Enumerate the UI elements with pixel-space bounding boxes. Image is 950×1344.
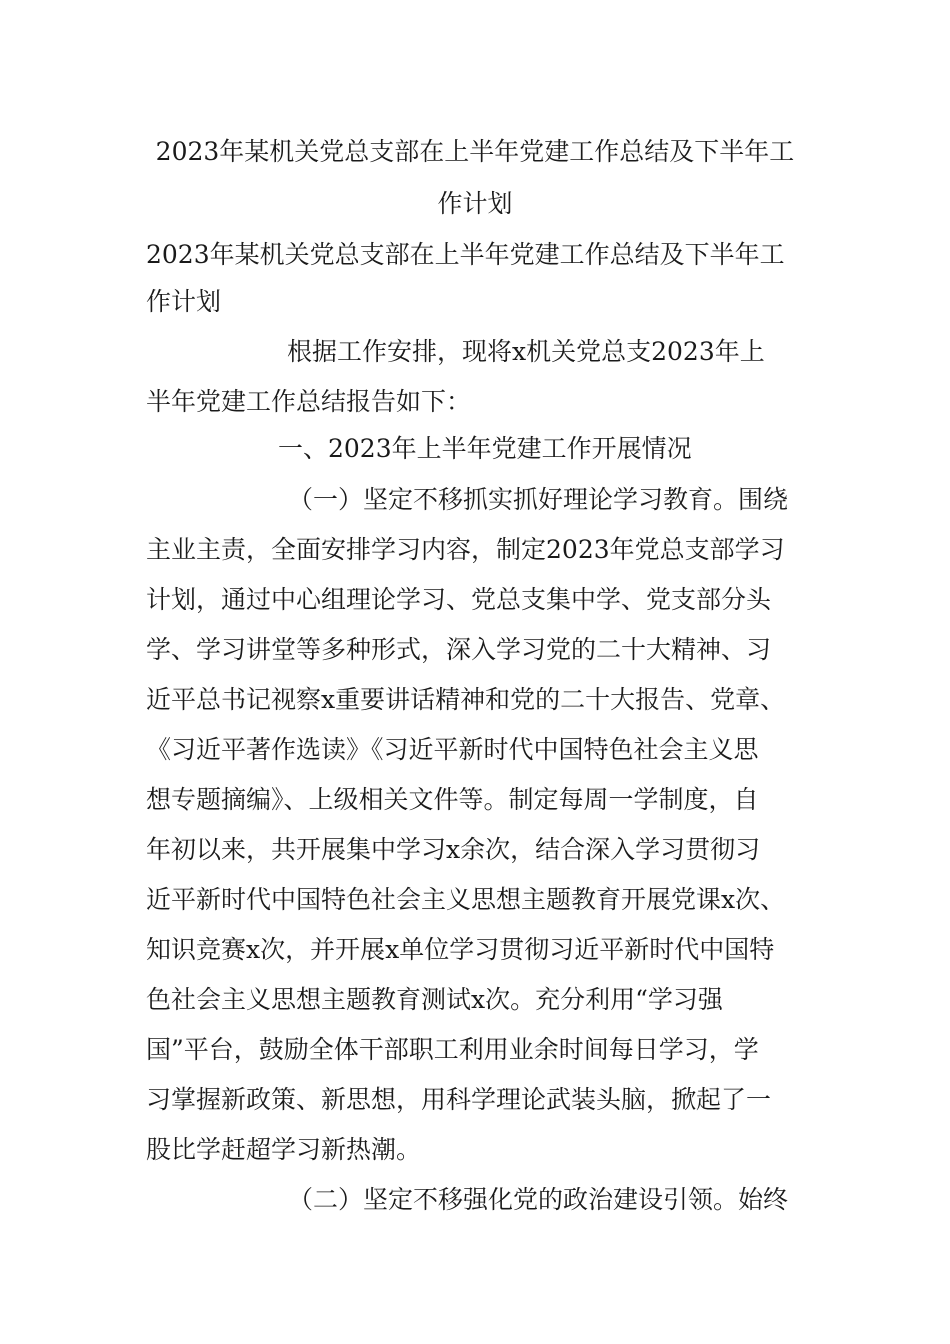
body-line: 《习近平著作选读》《习近平新时代中国特色社会主义思 xyxy=(146,735,759,764)
body-line: 年初以来，共开展集中学习x余次，结合深入学习贯彻习 xyxy=(146,835,761,864)
body-line: 2023年某机关党总支部在上半年党建工作总结及下半年工 xyxy=(146,240,785,269)
document-title xyxy=(130,126,820,230)
paragraph-start-line: （二）坚定不移强化党的政治建设引领。始终 xyxy=(288,1185,789,1214)
body-line: 知识竞赛x次，并开展x单位学习贯彻习近平新时代中国特 xyxy=(146,935,775,964)
body-line: 作计划 xyxy=(146,287,222,316)
body-line: 计划，通过中心组理论学习、党总支集中学、党支部分头 xyxy=(146,585,772,614)
body-line: 股比学赶超学习新热潮。 xyxy=(146,1135,422,1164)
body-line: 国”平台，鼓励全体干部职工利用业余时间每日学习，学 xyxy=(146,1035,759,1064)
paragraph-start-line: 根据工作安排，现将x机关党总支2023年上 xyxy=(287,337,765,366)
body-line: 近平总书记视察x重要讲话精神和党的二十大报告、党章、 xyxy=(146,685,786,714)
body-line: 习掌握新政策、新思想，用科学理论武装头脑，掀起了一 xyxy=(146,1085,772,1114)
body-line: 想专题摘编》、上级相关文件等。制定每周一学制度，自 xyxy=(146,785,759,814)
body-line: 近平新时代中国特色社会主义思想主题教育开展党课x次、 xyxy=(146,885,786,914)
body-line: 学、学习讲堂等多种形式，深入学习党的二十大精神、习 xyxy=(146,635,772,664)
body-line: 主业主责，全面安排学习内容，制定2023年党总支部学习 xyxy=(146,535,785,564)
body-line: 色社会主义思想主题教育测试x次。充分利用“学习强 xyxy=(146,985,723,1014)
body-line: 半年党建工作总结报告如下： xyxy=(146,387,472,416)
title-line-2: 作计划 xyxy=(437,189,513,218)
paragraph-start-line: （一）坚定不移抓实抓好理论学习教育。围绕 xyxy=(288,485,789,514)
section-heading: 一、2023年上半年党建工作开展情况 xyxy=(278,434,692,463)
title-line-1: 2023年某机关党总支部在上半年党建工作总结及下半年工 xyxy=(155,137,795,166)
